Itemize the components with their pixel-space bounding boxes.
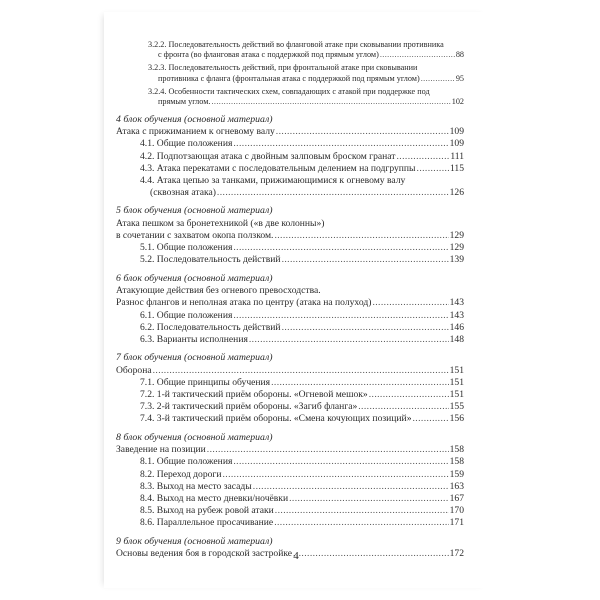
toc-entry: 8.1. Общие положения ..... 158 xyxy=(140,456,464,468)
toc-entry: 8.2. Переход дороги ..... 159 xyxy=(140,469,464,481)
dot-leader xyxy=(421,74,455,84)
page-ref: 88 xyxy=(455,50,464,60)
entry-line: прямым углом. xyxy=(158,97,211,107)
toc-entry: 6.3. Варианты исполнения ..... 148 xyxy=(140,334,464,346)
table-of-contents xyxy=(116,40,464,560)
block-header: 8 блок обучения (основной материал) xyxy=(116,431,273,443)
toc-entry: 8.4. Выход на место дневки/ночёвки ..... 167 xyxy=(140,493,464,505)
toc-entry xyxy=(148,63,464,84)
toc-entry: 4.4. Атака цепью за танками, прижимающимися к огневому валу xyxy=(140,174,406,186)
toc-entry: 5.2. Последовательность действий ..... 139 xyxy=(140,254,464,266)
toc-entry: 7.2. 1-й тактический приём обороны. «Огневой мешок» ..... 151 xyxy=(140,389,464,401)
toc-entry: 8.5. Выход на рубеж ровой атаки ..... 170 xyxy=(140,505,464,517)
toc-entry xyxy=(148,87,464,108)
subsection-list-3-2 xyxy=(116,40,464,108)
dot-leader xyxy=(211,97,450,107)
block-5: 5 блок обучения (основной материал) Атака пешком за бронетехникой («в две колонны») в сочетании с захватом окопа ползком. ..... 129 5.1. Общие положения ..... 129 5.2. Последовательность действий ..... 139 xyxy=(116,205,464,266)
block-title: Заведение на позиции ..... 158 xyxy=(116,444,464,456)
page-ref: 95 xyxy=(455,73,464,83)
toc-entry: 6.1. Общие положения ..... 143 xyxy=(140,310,464,322)
block-title: Атакующие действия без огневого превосходства. xyxy=(116,285,321,297)
entry-line: 3.2.3. Последовательность действий, при фронтальной атаке при сковывании xyxy=(148,63,418,73)
entry-line: с фронта (во фланговая атака с поддержкой под прямым углом) xyxy=(158,50,379,60)
block-header: 7 блок обучения (основной материал) xyxy=(116,352,273,364)
block-header: 9 блок обучения (основной материал) xyxy=(116,535,273,547)
toc-entry: 8.6. Параллельное просачивание ..... 171 xyxy=(140,517,464,529)
entry-line: 3.2.4. Особенности тактических схем, совпадающих с атакой при поддержке под xyxy=(148,86,430,96)
block-title: Атака пешком за бронетехникой («в две колонны») xyxy=(116,217,325,229)
entry-line: 3.2.2. Последовательность действий во фланговой атаке при сковывании противника xyxy=(148,40,444,49)
dot-leader xyxy=(380,50,455,60)
block-header: 4 блок обучения (основной материал) xyxy=(116,113,273,125)
toc-entry: 4.3. Атака перекатами с последовательным делением на подгруппы ..... 115 xyxy=(140,163,464,175)
toc-entry xyxy=(148,40,464,61)
page-ref: 102 xyxy=(451,97,464,107)
block-6: 6 блок обучения (основной материал) Атакующие действия без огневого превосходства. Разнос флангов и неполная атака по центру (атака на полуход) ..... 143 6.1. Общие положения ..... 143 6.2. Последовательность действий ..... 146 6.3. Варианты исполнения ..... 148 xyxy=(116,273,464,347)
toc-entry: 7.1. Общие принципы обучения ..... 151 xyxy=(140,377,464,389)
toc-entry: 7.3. 2-й тактический приём обороны. «Загиб фланга» ..... 155 xyxy=(140,401,464,413)
page-number: 4 xyxy=(293,550,299,562)
block-header: 6 блок обучения (основной материал) xyxy=(116,272,273,284)
page-ref: 109 xyxy=(449,126,464,138)
block-title: Основы ведения боя в городской застройке ..... 172 xyxy=(116,548,464,560)
block-4: 4 блок обучения (основной материал) Атака с прижиманием к огневому валу ..... 109 4.1. Общие положения ..... 109 4.2. Подпотзающая атака с двойным залповым броском гранат ..... 111 4.3. Атака перекатами с последовательным делением на подгруппы ..... 115 4.4. Атака цепью за танками, прижимающимися к огневому валу (сквозная атака) ..... 126 xyxy=(116,114,464,200)
toc-entry: 8.3. Выход на место засады ..... 163 xyxy=(140,481,464,493)
block-8 xyxy=(116,432,464,530)
toc-entry: 5.1. Общие положения ..... 129 xyxy=(140,242,464,254)
toc-entry: 7.4. 3-й тактический приём обороны. «Смена кочующих позиций» ..... 156 xyxy=(140,413,464,425)
entry-line: противника с фланга (фронтальная атака с поддержкой под прямым углом) xyxy=(158,73,420,83)
toc-entry: 6.2. Последовательность действий ..... 146 xyxy=(140,322,464,334)
block-title: Оборона ..... 151 xyxy=(116,365,464,377)
block-title: Атака с прижиманием к огневому валу ..... 109 xyxy=(116,126,464,138)
toc-entry: 4.1. Общие положения ..... 109 xyxy=(140,138,464,150)
book-page xyxy=(104,12,488,588)
block-7 xyxy=(116,352,464,426)
toc-entry: 4.2. Подпотзающая атака с двойным залповым броском гранат ..... 111 xyxy=(140,151,464,163)
block-header: 5 блок обучения (основной материал) xyxy=(116,205,273,217)
dot-leader xyxy=(276,126,449,138)
